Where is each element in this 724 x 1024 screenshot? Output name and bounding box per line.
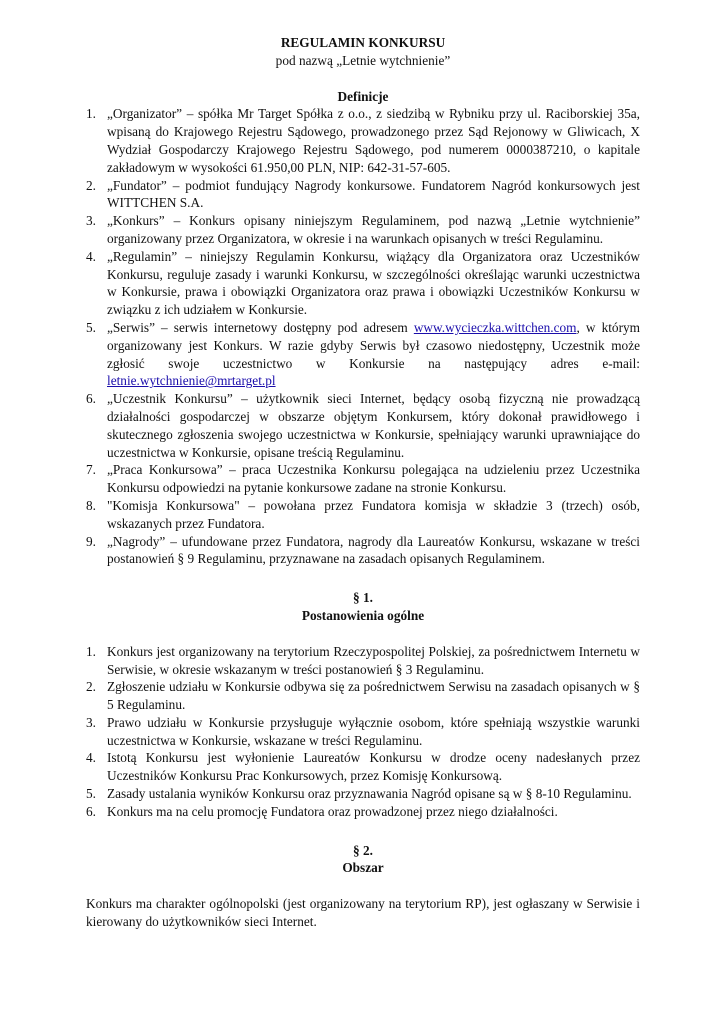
list-item-text-before: „Serwis” – serwis internetowy dostępny pod adresem [107,319,414,335]
email-link[interactable]: letnie.wytchnienie@mrtarget.pl [107,373,276,389]
list-item-number: 8. [86,497,96,513]
list-item-number: 3. [86,714,96,730]
list-item-text: „Fundator” – podmiot fundujący Nagrody konkursowe. Fundatorem Nagród konkursowych jest WITTCHEN S.A. [107,177,640,211]
list-item-number: 6. [86,391,96,407]
list-item [86,803,640,821]
list-item-number: 9. [86,533,96,549]
list-item-number: 1. [86,643,96,659]
list-item-number: 6. [86,803,96,819]
list-item [86,497,640,533]
list-item-text: Konkurs jest organizowany na terytorium Rzeczypospolitej Polskiej, za pośrednictwem Internetu w Serwisie, w okresie wskazanym w treści postanowień § 3 Regulaminu. [107,643,640,677]
list-item-number: 3. [86,213,96,229]
list-item-text: „Regulamin” – niniejszy Regulamin Konkursu, wiążący dla Organizatora oraz Uczestników Konkursu, reguluje zasady i warunki Konkursu, w szczególności określając warunki uczestnictwa w Konkursie, prawa i obowiązki Organizatora oraz prawa i obowiązki Uczestników Konkursu w związku z ich udziałem w Konkursie. [107,248,640,318]
list-item-number: 4. [86,750,96,766]
list-item-text: „Organizator” – spółka Mr Target Spółka z o.o., z siedzibą w Rybniku przy ul. Raciborskiej 35a, wpisaną do Krajowego Rejestru Sądowego, prowadzonego przez Sąd Rejonowy w Gliwicach, X Wydział Gospodarczy Krajowego Rejestru Sądowego, pod numerem 0000387210, o kapitale zakładowym w wysokości 61.950,00 PLN, NIP: 642-31-57-605. [107,106,640,175]
list-item-text: Zgłoszenie udziału w Konkursie odbywa się za pośrednictwem Serwisu na zasadach opisanych w § 5 Regulaminu. [107,679,640,713]
document-subtitle: pod nazwą „Letnie wytchnienie” [275,52,451,68]
list-item [86,105,640,176]
section-1-heading: Postanowienia ogólne [301,607,425,623]
list-item [86,714,640,750]
website-link[interactable]: www.wycieczka.wittchen.com [413,319,577,335]
list-item-text: "Komisja Konkursowa" – powołana przez Fundatora komisja w składzie 3 (trzech) osób, wskazanych przez Fundatora. [107,497,640,531]
list-item-number: 1. [86,106,96,122]
list-item [86,785,640,803]
list-item-number: 4. [86,248,96,264]
list-item [86,248,640,319]
list-item-text-middle: , w którym organizowany jest Konkurs. W razie gdyby Serwis był czasowo niedostępny, Uczestnik może zgłosić swoje uczestnictwo w Konkursie na następujący adres e-mail: [107,319,640,371]
list-item-text: „Praca Konkursowa” – praca Uczestnika Konkursu polegająca na udzieleniu przez Uczestnika Konkursu odpowiedzi na pytanie konkursowe zadane na stronie Konkursu. [107,462,640,496]
list-item-text: Konkurs ma na celu promocję Fundatora oraz prowadzonej przez niego działalności. [107,803,558,819]
list-item [86,678,640,714]
list-item-text: Prawo udziału w Konkursie przysługuje wyłącznie osobom, które spełniają wszystkie warunki uczestnictwa w Konkursie, wskazane w treści Regulaminu. [107,714,640,748]
list-item-number: 7. [86,462,96,478]
section-2-text: Konkurs ma charakter ogólnopolski (jest organizowany na terytorium RP), jest ogłaszany w Serwisie i kierowany do użytkowników sieci Internet. [86,896,640,930]
list-item-number: 5. [86,319,96,335]
list-item-number: 2. [86,679,96,695]
definitions-list [86,105,640,568]
list-item [86,390,640,461]
list-item [86,749,640,785]
list-item-text: „Nagrody” – ufundowane przez Fundatora, nagrody dla Laureatów Konkursu, wskazane w treści postanowień § 9 Regulaminu, przyznawane na zasadach opisanych Regulaminem. [107,533,640,567]
list-item-text: Istotą Konkursu jest wyłonienie Laureatów Konkursu w drodze oceny nadesłanych przez Uczestników Konkursu Prac Konkursowych, przez Komisję Konkursową. [107,750,640,784]
list-item-number: 2. [86,177,96,193]
list-item-text: Zasady ustalania wyników Konkursu oraz przyznawania Nagród opisane są w § 8-10 Regulaminu. [107,786,632,802]
definitions-heading: Definicje [337,88,389,104]
list-item [86,212,640,248]
list-item-text: „Uczestnik Konkursu” – użytkownik sieci Internet, będący osobą fizyczną nie prowadzącą działalności gospodarczej w obszarze objętym Konkursem, który dokonał prawidłowego i skutecznego zgłoszenia swojego uczestnictwa w Konkursie, spełniający warunki uprawniające do uczestnictwa w Konkursie, opisane treścią Regulaminu. [107,391,640,460]
list-item [86,643,640,679]
list-item [86,177,640,213]
section-2-heading: Obszar [342,860,384,876]
list-item [86,461,640,497]
section-1-number: § 1. [353,590,373,606]
list-item [86,533,640,569]
section-2-number: § 2. [353,842,373,858]
list-item-text: „Konkurs” – Konkurs opisany niniejszym Regulaminem, pod nazwą „Letnie wytchnienie” organizowany przez Organizatora, w okresie i na warunkach opisanych w treści Regulaminu. [107,213,640,246]
document-title: REGULAMIN KONKURSU [280,35,446,50]
list-item-number: 5. [86,786,96,802]
document-page [86,34,640,931]
section-1-list [86,643,640,821]
list-item [86,319,640,390]
